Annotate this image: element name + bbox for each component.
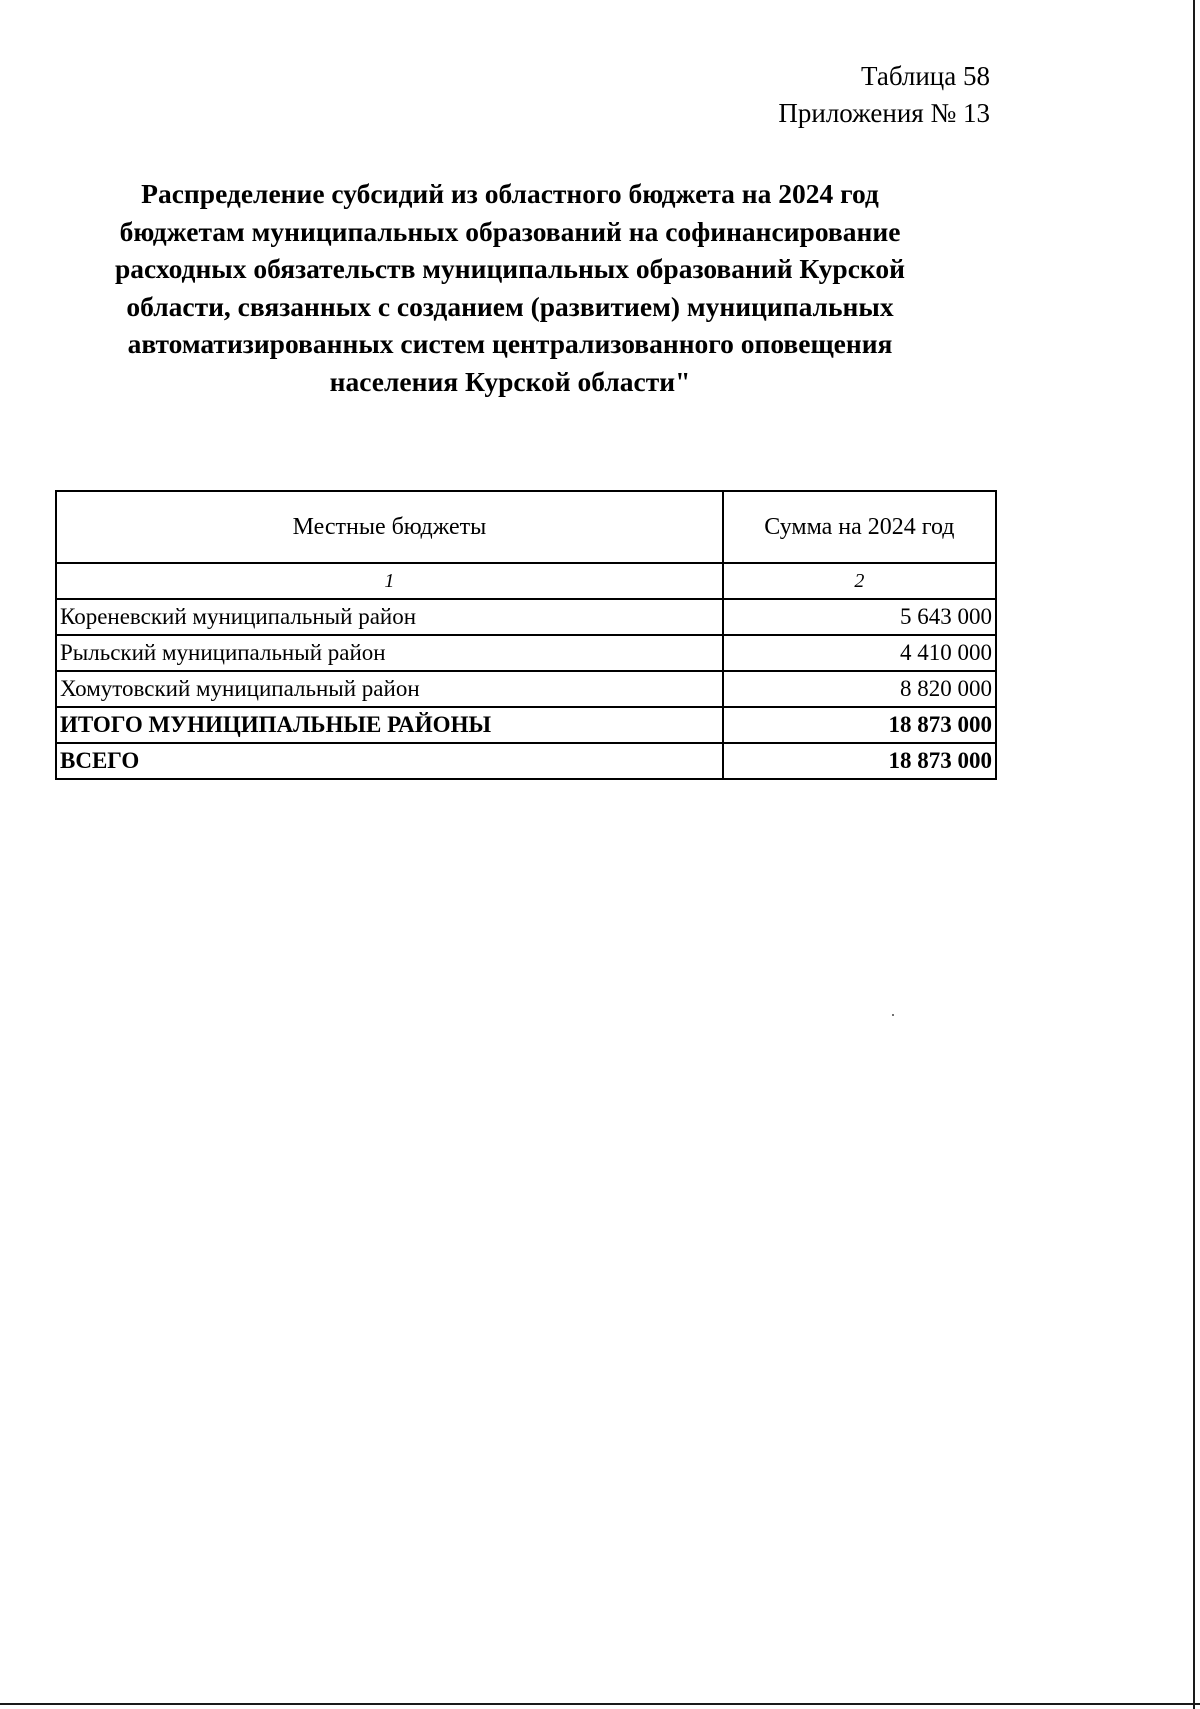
total-row xyxy=(56,743,996,779)
subsidy-table xyxy=(55,490,997,780)
column-number: 2 xyxy=(723,563,996,599)
district-amount: 4 410 000 xyxy=(723,635,996,671)
scan-edge-bottom xyxy=(0,1703,1200,1705)
title-line: автоматизированных систем централизованного оповещения xyxy=(127,328,893,359)
district-name: Рыльский муниципальный район xyxy=(56,635,723,671)
scan-edge-right xyxy=(1193,0,1195,1709)
table-row xyxy=(56,635,996,671)
column-header-amount: Сумма на 2024 год xyxy=(723,491,996,563)
document-header xyxy=(778,58,990,132)
total-amount: 18 873 000 xyxy=(723,743,996,779)
district-name: Кореневский муниципальный район xyxy=(56,599,723,635)
total-label: ВСЕГО xyxy=(56,743,723,779)
table-row xyxy=(56,599,996,635)
title-line: расходных обязательств муниципальных образований Курской xyxy=(114,253,905,284)
column-number: 1 xyxy=(56,563,723,599)
scan-speck xyxy=(892,1014,894,1016)
column-number-row xyxy=(56,563,996,599)
title-line: области, связанных с созданием (развитием) муниципальных xyxy=(126,290,894,322)
district-amount: 8 820 000 xyxy=(723,671,996,707)
title-line: Распределение субсидий из областного бюджета на 2024 год xyxy=(141,178,879,209)
subtotal-label: ИТОГО МУНИЦИПАЛЬНЫЕ РАЙОНЫ xyxy=(56,707,723,743)
subtotal-row xyxy=(56,707,996,743)
table-label: Таблица 58 xyxy=(861,61,990,91)
table-row xyxy=(56,671,996,707)
title-line: бюджетам муниципальных образований на софинансирование xyxy=(119,215,901,247)
document-title xyxy=(60,175,960,400)
district-amount: 5 643 000 xyxy=(723,599,996,635)
district-name: Хомутовский муниципальный район xyxy=(56,671,723,707)
title-line: населения Курской области" xyxy=(329,365,691,397)
table-header-row xyxy=(56,491,996,563)
column-header-local-budgets: Местные бюджеты xyxy=(56,491,723,563)
appendix-label: Приложения № 13 xyxy=(778,98,990,128)
subtotal-amount: 18 873 000 xyxy=(723,707,996,743)
